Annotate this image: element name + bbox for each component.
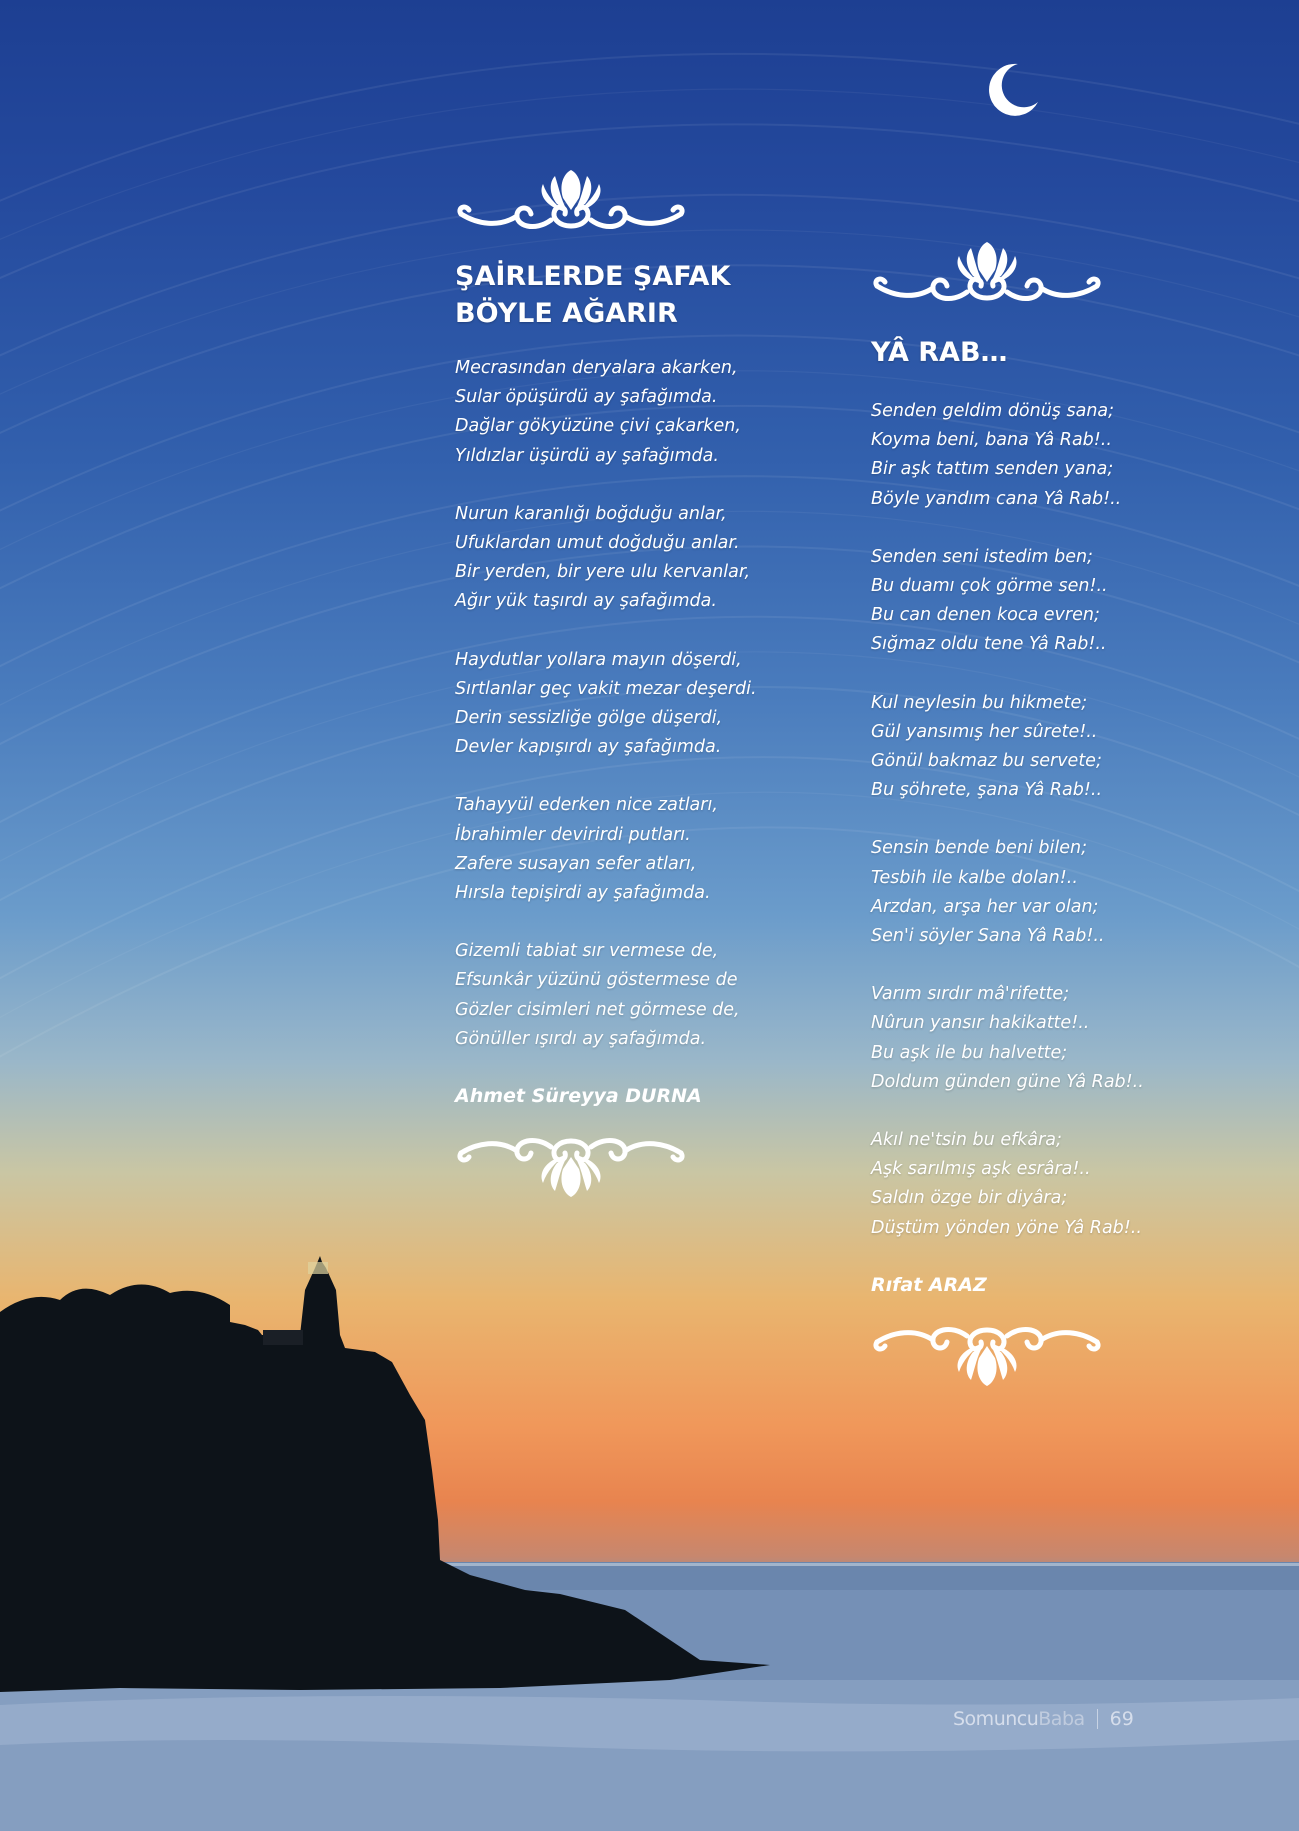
page-number: 69 [1109, 1708, 1134, 1730]
verse-line: Tesbih ile kalbe dolan!.. [871, 867, 1078, 888]
verse-line: Arzdan, arşa her var olan; [871, 896, 1099, 917]
verse-line: Aşk sarılmış aşk esrâra!.. [871, 1159, 1091, 1180]
poem-author: Ahmet Süreyya DURNA [455, 1085, 702, 1108]
verse-line: Bir aşk tattım senden yana; [871, 459, 1114, 480]
poem-author: Rıfat ARAZ [871, 1273, 987, 1296]
verse-line: Gözler cisimleri net görmese de, [455, 999, 740, 1020]
verse-line: Sensin bende beni bilen; [871, 838, 1087, 859]
stanza [871, 543, 1231, 660]
poem-title-line: BÖYLE AĞARIR [455, 298, 678, 329]
verse-line: Nûrun yansır hakikatte!.. [871, 1013, 1090, 1034]
footer-divider [1097, 1709, 1098, 1729]
verse-line: Akıl ne'tsin bu efkâra; [871, 1130, 1062, 1151]
stanza [871, 397, 1231, 514]
stanza [455, 791, 815, 908]
stanza [455, 354, 815, 471]
stanza [871, 980, 1231, 1097]
verse-line: Varım sırdır mâ'rifette; [871, 984, 1070, 1005]
stanza [871, 689, 1231, 806]
verse-line: Düştüm yönden yöne Yâ Rab!.. [871, 1217, 1142, 1238]
verse-line: Sırtlanlar geç vakit mezar deşerdi. [455, 678, 757, 699]
poem-title-line: YÂ RAB… [871, 337, 1008, 368]
verse-line: Sığmaz oldu tene Yâ Rab!.. [871, 634, 1107, 655]
verse-line: Devler kapışırdı ay şafağımda. [455, 737, 722, 758]
crescent-moon-icon [984, 62, 1040, 118]
stanza [871, 1126, 1231, 1243]
verse-line: Sen'i söyler Sana Yâ Rab!.. [871, 926, 1105, 947]
verse-line: Nurun karanlığı boğduğu anlar, [455, 503, 727, 524]
verse-line: Bu şöhrete, şana Yâ Rab!.. [871, 780, 1103, 801]
verse-line: Gül yansımış her sûrete!.. [871, 721, 1098, 742]
fleuron-ornament-icon [455, 160, 687, 236]
verse-line: Koyma beni, bana Yâ Rab!.. [871, 430, 1112, 451]
fleuron-ornament-inverted-icon [871, 1320, 1103, 1396]
poem-title [871, 334, 1231, 371]
verse-line: Mecrasından deryalara akarken, [455, 358, 738, 378]
stanza [455, 937, 815, 1054]
verse-line: Saldın özge bir diyâra; [871, 1188, 1068, 1209]
verse-line: Gönüller ışırdı ay şafağımda. [455, 1028, 707, 1049]
verse-line: Haydutlar yollara mayın döşerdi, [455, 649, 742, 670]
fleuron-ornament-inverted-icon [455, 1131, 687, 1207]
verse-line: Senden seni istedim ben; [871, 546, 1093, 567]
verse-line: Bu aşk ile bu halvette; [871, 1042, 1068, 1063]
verse-line: Kul neylesin bu hikmete; [871, 692, 1088, 713]
verse-line: Yıldızlar üşürdü ay şafağımda. [455, 445, 719, 466]
verse-line: Gizemli tabiat sır vermese de, [455, 941, 719, 962]
verse-line: Senden geldim dönüş sana; [871, 401, 1115, 421]
verse-line: Tahayyül ederken nice zatları, [455, 795, 718, 816]
poem-title-line: ŞAİRLERDE ŞAFAK [455, 261, 731, 292]
verse-line: Gönül bakmaz bu servete; [871, 751, 1102, 772]
magazine-brand-part1: Somuncu [953, 1708, 1039, 1730]
verse-line: Bu can denen koca evren; [871, 605, 1100, 626]
stanza [455, 646, 815, 763]
verse-line: Efsunkâr yüzünü göstermese de [455, 970, 738, 991]
verse-line: Bir yerden, bir yere ulu kervanlar, [455, 562, 751, 583]
stanza [455, 500, 815, 617]
verse-line: Hırsla tepişirdi ay şafağımda. [455, 883, 711, 904]
verse-line: Böyle yandım cana Yâ Rab!.. [871, 488, 1122, 509]
page-footer [953, 1704, 1134, 1734]
magazine-brand-part2: Baba [1038, 1708, 1085, 1730]
verse-line: Ağır yük taşırdı ay şafağımda. [455, 591, 717, 612]
fleuron-ornament-icon [871, 232, 1103, 308]
verse-line: Bu duamı çok görme sen!.. [871, 576, 1108, 597]
verse-line: Sular öpüşürdü ay şafağımda. [455, 387, 718, 408]
poem-column-right [871, 232, 1231, 1396]
verse-line: Ufuklardan umut doğduğu anlar. [455, 533, 740, 554]
verse-line: Doldum günden güne Yâ Rab!.. [871, 1071, 1144, 1092]
verse-line: Derin sessizliğe gölge düşerdi, [455, 708, 723, 729]
stanza [871, 834, 1231, 951]
verse-line: İbrahimler devirirdi putları. [455, 824, 691, 845]
poem-title [455, 258, 815, 332]
verse-line: Dağlar gökyüzüne çivi çakarken, [455, 416, 741, 437]
verse-line: Zafere susayan sefer atları, [455, 853, 697, 874]
poem-column-left [455, 160, 815, 1207]
